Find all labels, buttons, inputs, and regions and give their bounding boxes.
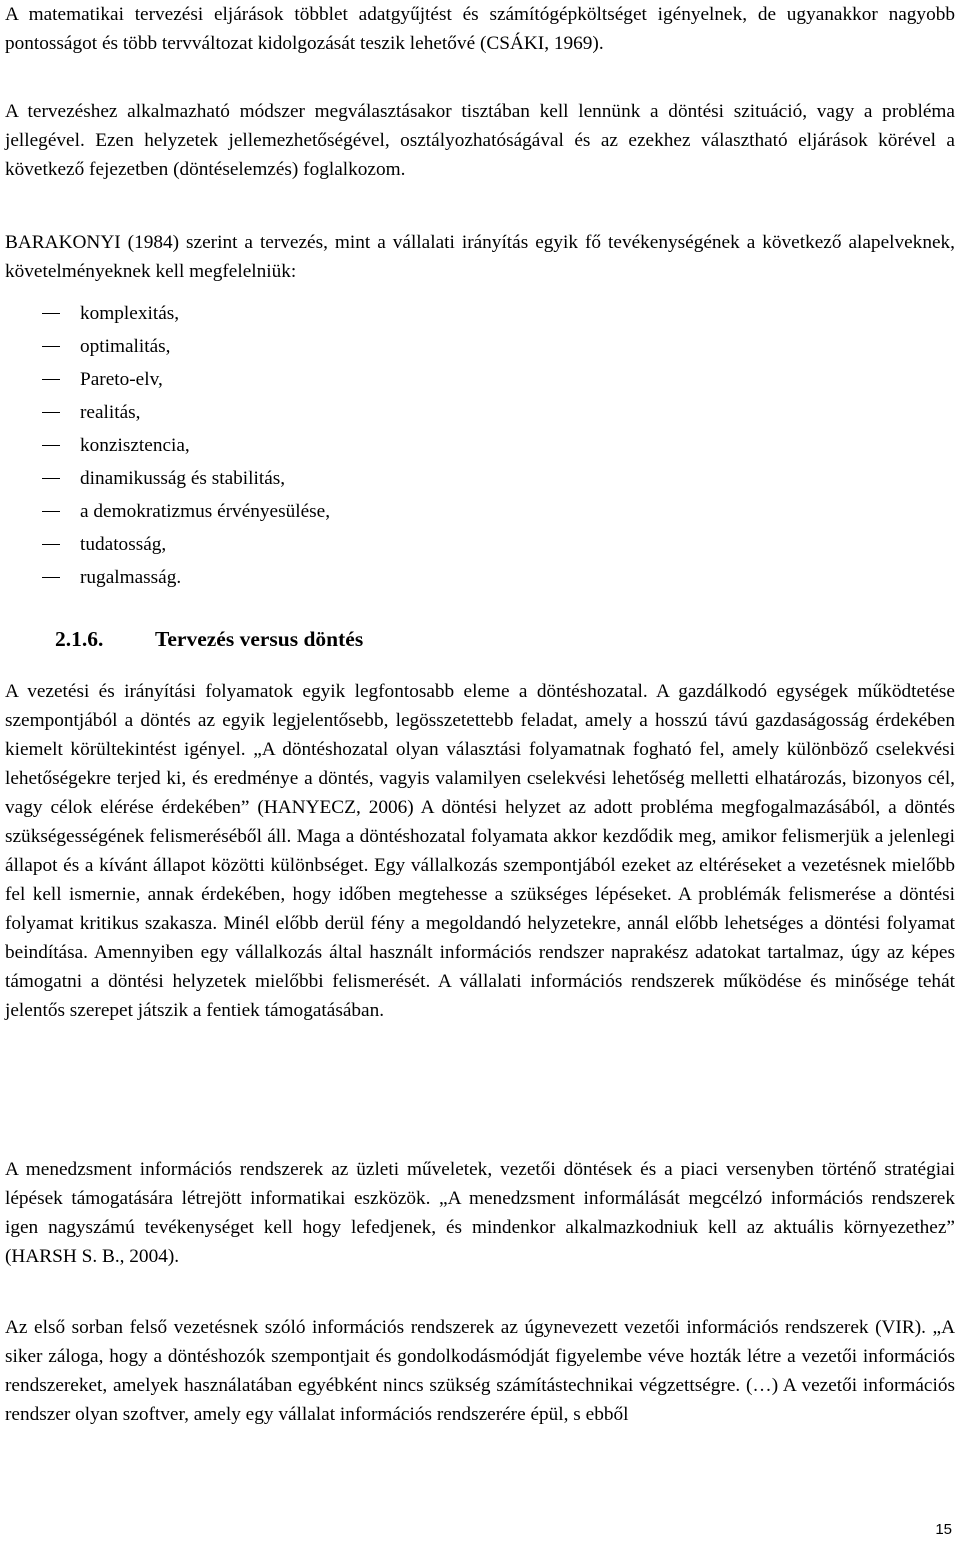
- paragraph-method-selection: A tervezéshez alkalmazható módszer megválasztásakor tisztában kell lennünk a döntési szituáció, vagy a probléma jellegével. Ezen helyzetek jellemezhetőségével, osztályozhatóságával és az ezekhez választható eljárások körével a következő fejezetben (döntéselemzés) foglalkozom.: [5, 101, 955, 180]
- paragraph-executive-information-systems: Az első sorban felső vezetésnek szóló információs rendszerek az úgynevezett vezetői információs rendszerek (VIR). „A siker záloga, hogy a döntéshozók szempontjait és gondolkodásmódját figyelembe véve hozták létre a vezetői információs rendszereket, amelyek használatában egyébként nincs szükség számítástechnikai végzettségre. (…) A vezetői információs rendszer olyan szoftver, amely egy vállalat információs rendszerére épül, s ebből: [5, 1317, 955, 1425]
- dash-bullet-icon: [42, 313, 60, 314]
- dash-bullet-icon: [42, 412, 60, 413]
- paragraph-barakonyi: BARAKONYI (1984) szerint a tervezés, mint a vállalati irányítás egyik fő tevékenységének a következő alapelveknek, követelményeknek kell megfelelniük:: [5, 232, 955, 282]
- dash-bullet-icon: [42, 379, 60, 380]
- dash-bullet-icon: [42, 346, 60, 347]
- dash-bullet-icon: [42, 511, 60, 512]
- list-item: Pareto-elv,: [5, 363, 605, 396]
- list-item: konzisztencia,: [5, 429, 605, 462]
- list-item: a demokratizmus érvényesülése,: [5, 495, 605, 528]
- paragraph-decision-making: A vezetési és irányítási folyamatok egyik legfontosabb eleme a döntéshozatal. A gazdálkodó egységek működtetése szempontjából a döntés az egyik legjelentősebb, legösszetettebb feladat, amely a hosszú távú gazdaságosság érdekében kiemelt körültekintést igényel. „A döntéshozatal olyan választási folyamatnak fogható fel, amely különböző cselekvési lehetőségekre terjed ki, és eredménye a döntés, vagyis valamilyen cselekvési lehetőség melletti elhatározás, bizonyos cél, vagy célok elérése érdekében” (HANYECZ, 2006) A döntési helyzet az adott probléma megfogalmazásából, a döntés szükségességének felismeréséből áll. Maga a döntéshozatal folyamata akkor kezdődik meg, amikor felismerjük a jelenlegi állapot és a kívánt állapot közötti különbséget. Egy vállalkozás szempontjából ezeket az eltéréseket a vezetésnek mielőbb fel kell ismernie, annak érdekében, hogy időben megtehesse a szükséges lépéseket. A problémák felismerése a döntési folyamat kritikus szakasza. Minél előbb derül fény a megoldandó helyzetekre, annál előbb lehetséges a döntési folyamat beindítása. Amennyiben egy vállalkozás által használt információs rendszer naprakész adatokat tartalmaz, úgy az képes támogatni a döntési helyzetek mielőbbi felismerését. A vállalati információs rendszerek működése és minősége tehát jelentős szerepet játszik a fentiek támogatásában.: [5, 681, 955, 1021]
- list-item: realitás,: [5, 396, 605, 429]
- list-item: rugalmasság.: [5, 561, 605, 594]
- dash-bullet-icon: [42, 544, 60, 545]
- dash-bullet-icon: [42, 577, 60, 578]
- section-number: 2.1.6.: [55, 627, 104, 651]
- principles-list: [5, 297, 605, 594]
- dash-bullet-icon: [42, 478, 60, 479]
- list-item: optimalitás,: [5, 330, 605, 363]
- section-title: Tervezés versus döntés: [155, 627, 364, 651]
- paragraph-mathematical-planning: A matematikai tervezési eljárások többlet adatgyűjtést és számítógépköltséget igényelnek, de ugyanakkor nagyobb pontosságot és több tervváltozat kidolgozását teszik lehetővé (CSÁKI, 1969).: [5, 4, 955, 54]
- list-item: tudatosság,: [5, 528, 605, 561]
- list-item: dinamikusság és stabilitás,: [5, 462, 605, 495]
- page-number: 15: [935, 1521, 952, 1538]
- section-heading: [55, 622, 363, 656]
- list-item: komplexitás,: [5, 297, 605, 330]
- paragraph-management-information-systems: A menedzsment információs rendszerek az üzleti műveletek, vezetői döntések és a piaci versenyben történő stratégiai lépések támogatására létrejött informatikai eszközök. „A menedzsment informálását megcélzó információs rendszerek igen nagyszámú tevékenységet kell hogy lefedjenek, és mindenkor alkalmazkodniuk kell az aktuális környezethez” (HARSH S. B., 2004).: [5, 1159, 955, 1267]
- dash-bullet-icon: [42, 445, 60, 446]
